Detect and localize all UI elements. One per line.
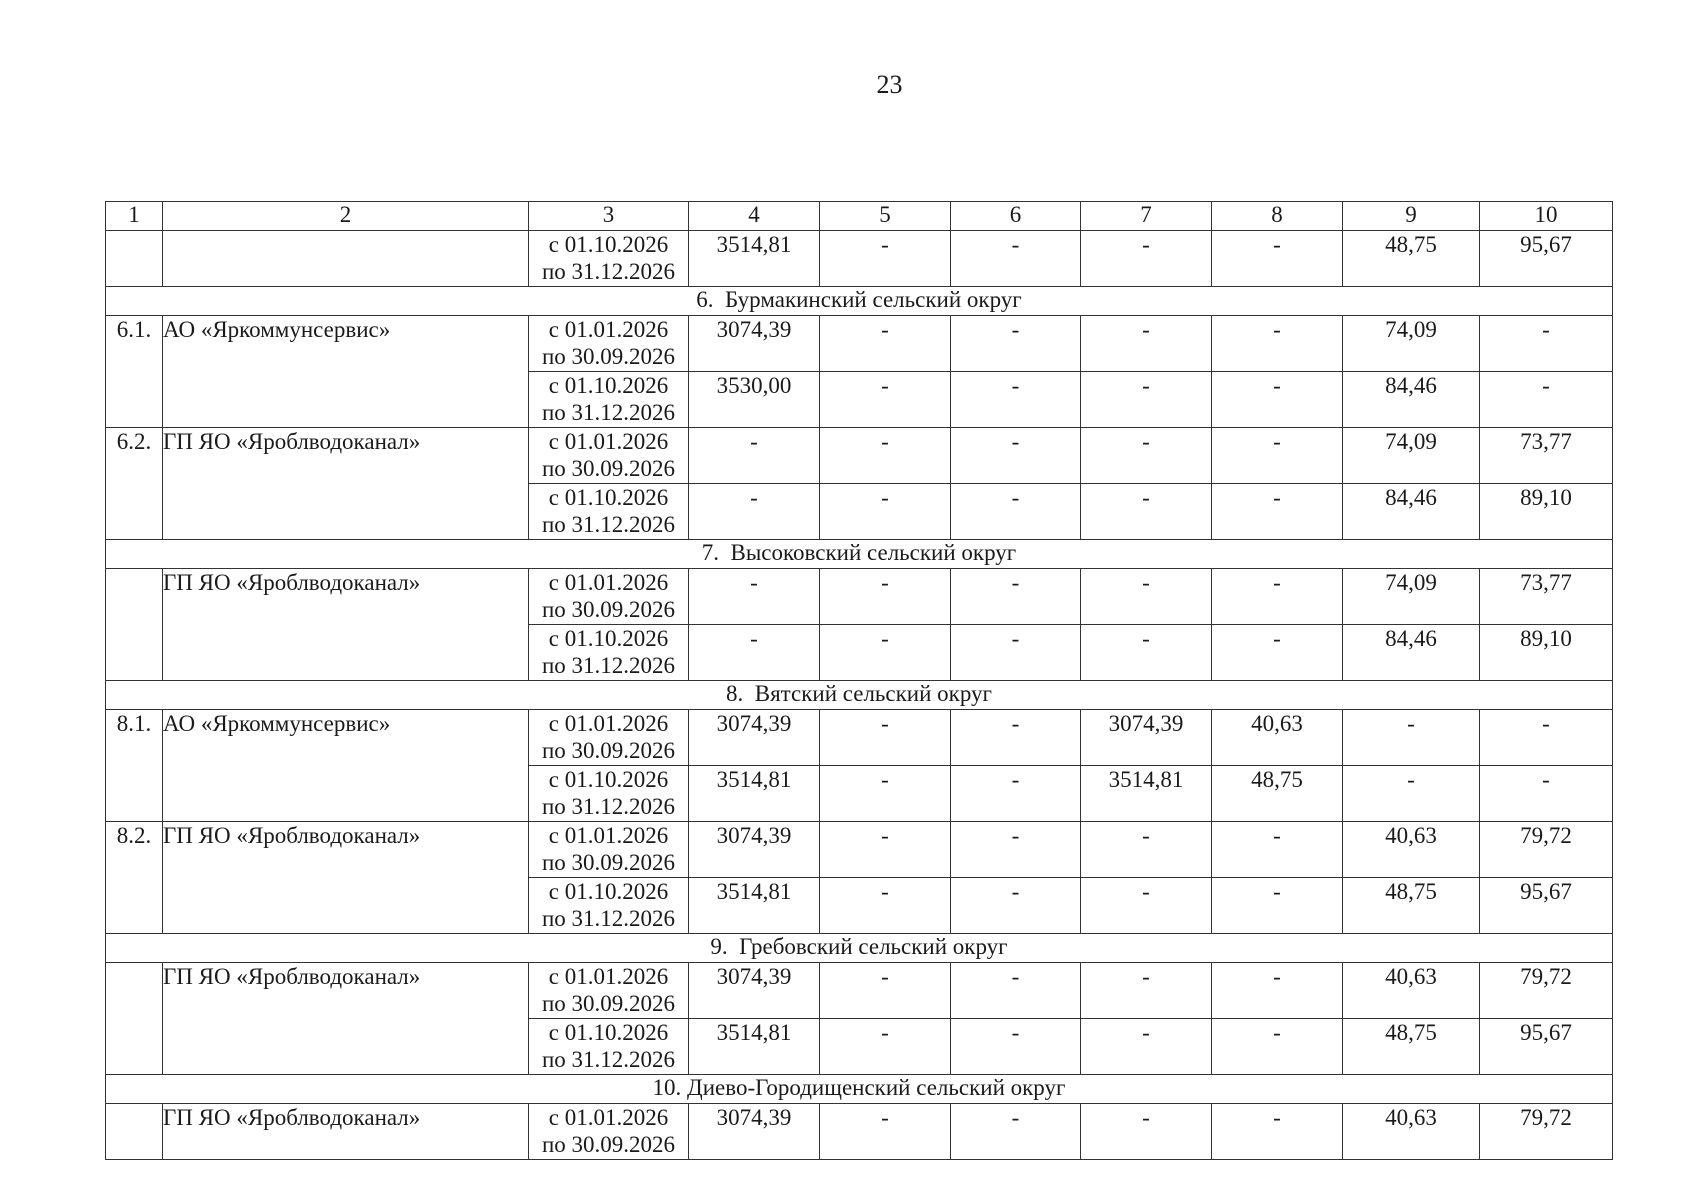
header-cell: 6 [951, 202, 1081, 231]
org-number-cell [106, 569, 163, 681]
value-cell: - [1343, 766, 1480, 822]
value-cell: 3514,81 [689, 1019, 820, 1075]
table-row [106, 963, 1613, 1019]
section-row [106, 287, 1613, 316]
value-cell: - [1212, 625, 1343, 681]
value-cell: - [820, 372, 951, 428]
org-number-cell: 8.2. [106, 822, 163, 934]
value-cell: - [1081, 1019, 1212, 1075]
value-cell: - [951, 316, 1081, 372]
section-title: 6. Бурмакинский сельский округ [106, 287, 1613, 316]
value-cell: - [1480, 372, 1613, 428]
value-cell: 95,67 [1480, 1019, 1613, 1075]
section-title: 10. Диево-Городищенский сельский округ [106, 1075, 1613, 1104]
value-cell: - [1343, 710, 1480, 766]
section-row [106, 540, 1613, 569]
value-cell: - [1480, 766, 1613, 822]
value-cell: - [951, 1019, 1081, 1075]
value-cell: - [1081, 963, 1212, 1019]
section-title: 7. Высоковский сельский округ [106, 540, 1613, 569]
value-cell: 95,67 [1480, 231, 1613, 287]
period-from: с 01.01.2026 [548, 823, 669, 848]
table-row [106, 569, 1613, 625]
header-cell: 10 [1480, 202, 1613, 231]
value-cell: 79,72 [1480, 963, 1613, 1019]
period-to: по 30.09.2026 [541, 991, 676, 1016]
value-cell: - [820, 710, 951, 766]
page-number: 23 [876, 70, 903, 99]
value-cell: - [1081, 428, 1212, 484]
value-cell: 89,10 [1480, 484, 1613, 540]
value-cell: - [820, 1019, 951, 1075]
value-cell: - [951, 822, 1081, 878]
value-cell: - [1212, 822, 1343, 878]
table-body [106, 202, 1613, 1160]
value-cell: - [1212, 569, 1343, 625]
header-cell: 3 [529, 202, 689, 231]
org-number-cell: 8.1. [106, 710, 163, 822]
period-from: с 01.01.2026 [548, 429, 669, 454]
value-cell: - [689, 569, 820, 625]
table-row [106, 710, 1613, 766]
header-cell: 4 [689, 202, 820, 231]
period-to: по 30.09.2026 [541, 344, 676, 369]
value-cell: - [1212, 1019, 1343, 1075]
value-cell: 3074,39 [689, 1104, 820, 1160]
value-cell: - [820, 822, 951, 878]
value-cell: - [820, 231, 951, 287]
period-cell [529, 428, 689, 484]
period-from: с 01.10.2026 [548, 1020, 669, 1045]
value-cell: 89,10 [1480, 625, 1613, 681]
value-cell: - [1081, 372, 1212, 428]
value-cell: - [820, 625, 951, 681]
value-cell: 3514,81 [1081, 766, 1212, 822]
value-cell: - [951, 428, 1081, 484]
value-cell: - [1081, 1104, 1212, 1160]
period-cell [529, 316, 689, 372]
value-cell: - [689, 625, 820, 681]
section-row [106, 681, 1613, 710]
period-cell [529, 822, 689, 878]
value-cell: - [689, 484, 820, 540]
value-cell: - [820, 316, 951, 372]
period-cell [529, 231, 689, 287]
period-to: по 31.12.2026 [541, 259, 676, 284]
value-cell: 3530,00 [689, 372, 820, 428]
period-cell [529, 625, 689, 681]
value-cell: - [951, 710, 1081, 766]
section-row [106, 1075, 1613, 1104]
header-cell: 1 [106, 202, 163, 231]
value-cell: 73,77 [1480, 428, 1613, 484]
value-cell: 84,46 [1343, 625, 1480, 681]
header-cell: 9 [1343, 202, 1480, 231]
value-cell: - [951, 484, 1081, 540]
organization-cell: АО «Яркоммунсервис» [163, 316, 529, 428]
value-cell: 3074,39 [689, 316, 820, 372]
org-number-cell: 6.2. [106, 428, 163, 540]
value-cell: 3074,39 [689, 822, 820, 878]
period-from: с 01.01.2026 [548, 964, 669, 989]
period-from: с 01.01.2026 [548, 317, 669, 342]
value-cell: - [1212, 484, 1343, 540]
period-to: по 31.12.2026 [541, 1047, 676, 1072]
value-cell: - [689, 428, 820, 484]
value-cell: - [1081, 878, 1212, 934]
period-cell [529, 766, 689, 822]
value-cell: - [1212, 316, 1343, 372]
value-cell: - [1480, 710, 1613, 766]
period-to: по 30.09.2026 [541, 1132, 676, 1157]
value-cell: 3514,81 [689, 878, 820, 934]
header-row [106, 202, 1613, 231]
value-cell: 73,77 [1480, 569, 1613, 625]
section-title: 8. Вятский сельский округ [106, 681, 1613, 710]
section-title: 9. Гребовский сельский округ [106, 934, 1613, 963]
value-cell: 48,75 [1212, 766, 1343, 822]
org-number-cell [106, 231, 163, 287]
header-cell: 5 [820, 202, 951, 231]
table-row [106, 428, 1613, 484]
value-cell: 3074,39 [689, 710, 820, 766]
value-cell: 84,46 [1343, 484, 1480, 540]
period-from: с 01.01.2026 [548, 1105, 669, 1130]
value-cell: - [951, 963, 1081, 1019]
value-cell: - [820, 1104, 951, 1160]
value-cell: 74,09 [1343, 316, 1480, 372]
period-cell [529, 878, 689, 934]
period-to: по 30.09.2026 [541, 738, 676, 763]
value-cell: 79,72 [1480, 1104, 1613, 1160]
value-cell: - [951, 231, 1081, 287]
header-cell: 8 [1212, 202, 1343, 231]
value-cell: - [1081, 316, 1212, 372]
tariff-table [105, 201, 1613, 1160]
value-cell: - [1081, 569, 1212, 625]
value-cell: - [1081, 484, 1212, 540]
value-cell: - [1212, 231, 1343, 287]
value-cell: - [820, 569, 951, 625]
value-cell: 74,09 [1343, 569, 1480, 625]
period-cell [529, 1019, 689, 1075]
value-cell: 95,67 [1480, 878, 1613, 934]
table-row [106, 1104, 1613, 1160]
org-number-cell [106, 1104, 163, 1160]
value-cell: - [1212, 878, 1343, 934]
value-cell: 84,46 [1343, 372, 1480, 428]
organization-cell: ГП ЯО «Яроблводоканал» [163, 1104, 529, 1160]
value-cell: 3514,81 [689, 766, 820, 822]
value-cell: - [951, 766, 1081, 822]
period-from: с 01.01.2026 [548, 711, 669, 736]
period-to: по 31.12.2026 [541, 653, 676, 678]
value-cell: 3074,39 [689, 963, 820, 1019]
header-cell: 2 [163, 202, 529, 231]
period-from: с 01.10.2026 [548, 879, 669, 904]
value-cell: - [1212, 1104, 1343, 1160]
value-cell: - [951, 372, 1081, 428]
table-row [106, 231, 1613, 287]
period-to: по 31.12.2026 [541, 512, 676, 537]
organization-cell: ГП ЯО «Яроблводоканал» [163, 569, 529, 681]
value-cell: 40,63 [1212, 710, 1343, 766]
value-cell: - [951, 625, 1081, 681]
value-cell: - [951, 878, 1081, 934]
value-cell: - [820, 484, 951, 540]
org-number-cell: 6.1. [106, 316, 163, 428]
value-cell: - [1212, 963, 1343, 1019]
value-cell: 3074,39 [1081, 710, 1212, 766]
period-to: по 30.09.2026 [541, 850, 676, 875]
period-from: с 01.10.2026 [548, 767, 669, 792]
organization-cell [163, 231, 529, 287]
value-cell: - [1081, 625, 1212, 681]
value-cell: - [1081, 231, 1212, 287]
value-cell: 48,75 [1343, 1019, 1480, 1075]
header-cell: 7 [1081, 202, 1212, 231]
section-row [106, 934, 1613, 963]
period-from: с 01.10.2026 [548, 232, 669, 257]
value-cell: 40,63 [1343, 963, 1480, 1019]
period-from: с 01.10.2026 [548, 626, 669, 651]
period-cell [529, 484, 689, 540]
org-number-cell [106, 963, 163, 1075]
value-cell: - [1212, 428, 1343, 484]
value-cell: 3514,81 [689, 231, 820, 287]
value-cell: - [820, 428, 951, 484]
value-cell: 74,09 [1343, 428, 1480, 484]
period-from: с 01.10.2026 [548, 485, 669, 510]
organization-cell: ГП ЯО «Яроблводоканал» [163, 822, 529, 934]
table-row [106, 822, 1613, 878]
value-cell: 40,63 [1343, 822, 1480, 878]
value-cell: - [1212, 372, 1343, 428]
period-from: с 01.10.2026 [548, 373, 669, 398]
table-row [106, 316, 1613, 372]
period-to: по 31.12.2026 [541, 906, 676, 931]
organization-cell: ГП ЯО «Яроблводоканал» [163, 963, 529, 1075]
period-to: по 31.12.2026 [541, 794, 676, 819]
period-to: по 31.12.2026 [541, 400, 676, 425]
organization-cell: АО «Яркоммунсервис» [163, 710, 529, 822]
value-cell: 40,63 [1343, 1104, 1480, 1160]
period-cell [529, 372, 689, 428]
period-to: по 30.09.2026 [541, 456, 676, 481]
value-cell: - [820, 878, 951, 934]
value-cell: - [1480, 316, 1613, 372]
value-cell: - [951, 569, 1081, 625]
value-cell: - [951, 1104, 1081, 1160]
period-cell [529, 963, 689, 1019]
value-cell: - [820, 766, 951, 822]
period-from: с 01.01.2026 [548, 570, 669, 595]
organization-cell: ГП ЯО «Яроблводоканал» [163, 428, 529, 540]
value-cell: - [820, 963, 951, 1019]
period-cell [529, 569, 689, 625]
value-cell: 48,75 [1343, 878, 1480, 934]
period-to: по 30.09.2026 [541, 597, 676, 622]
value-cell: 48,75 [1343, 231, 1480, 287]
value-cell: - [1081, 822, 1212, 878]
value-cell: 79,72 [1480, 822, 1613, 878]
period-cell [529, 1104, 689, 1160]
period-cell [529, 710, 689, 766]
